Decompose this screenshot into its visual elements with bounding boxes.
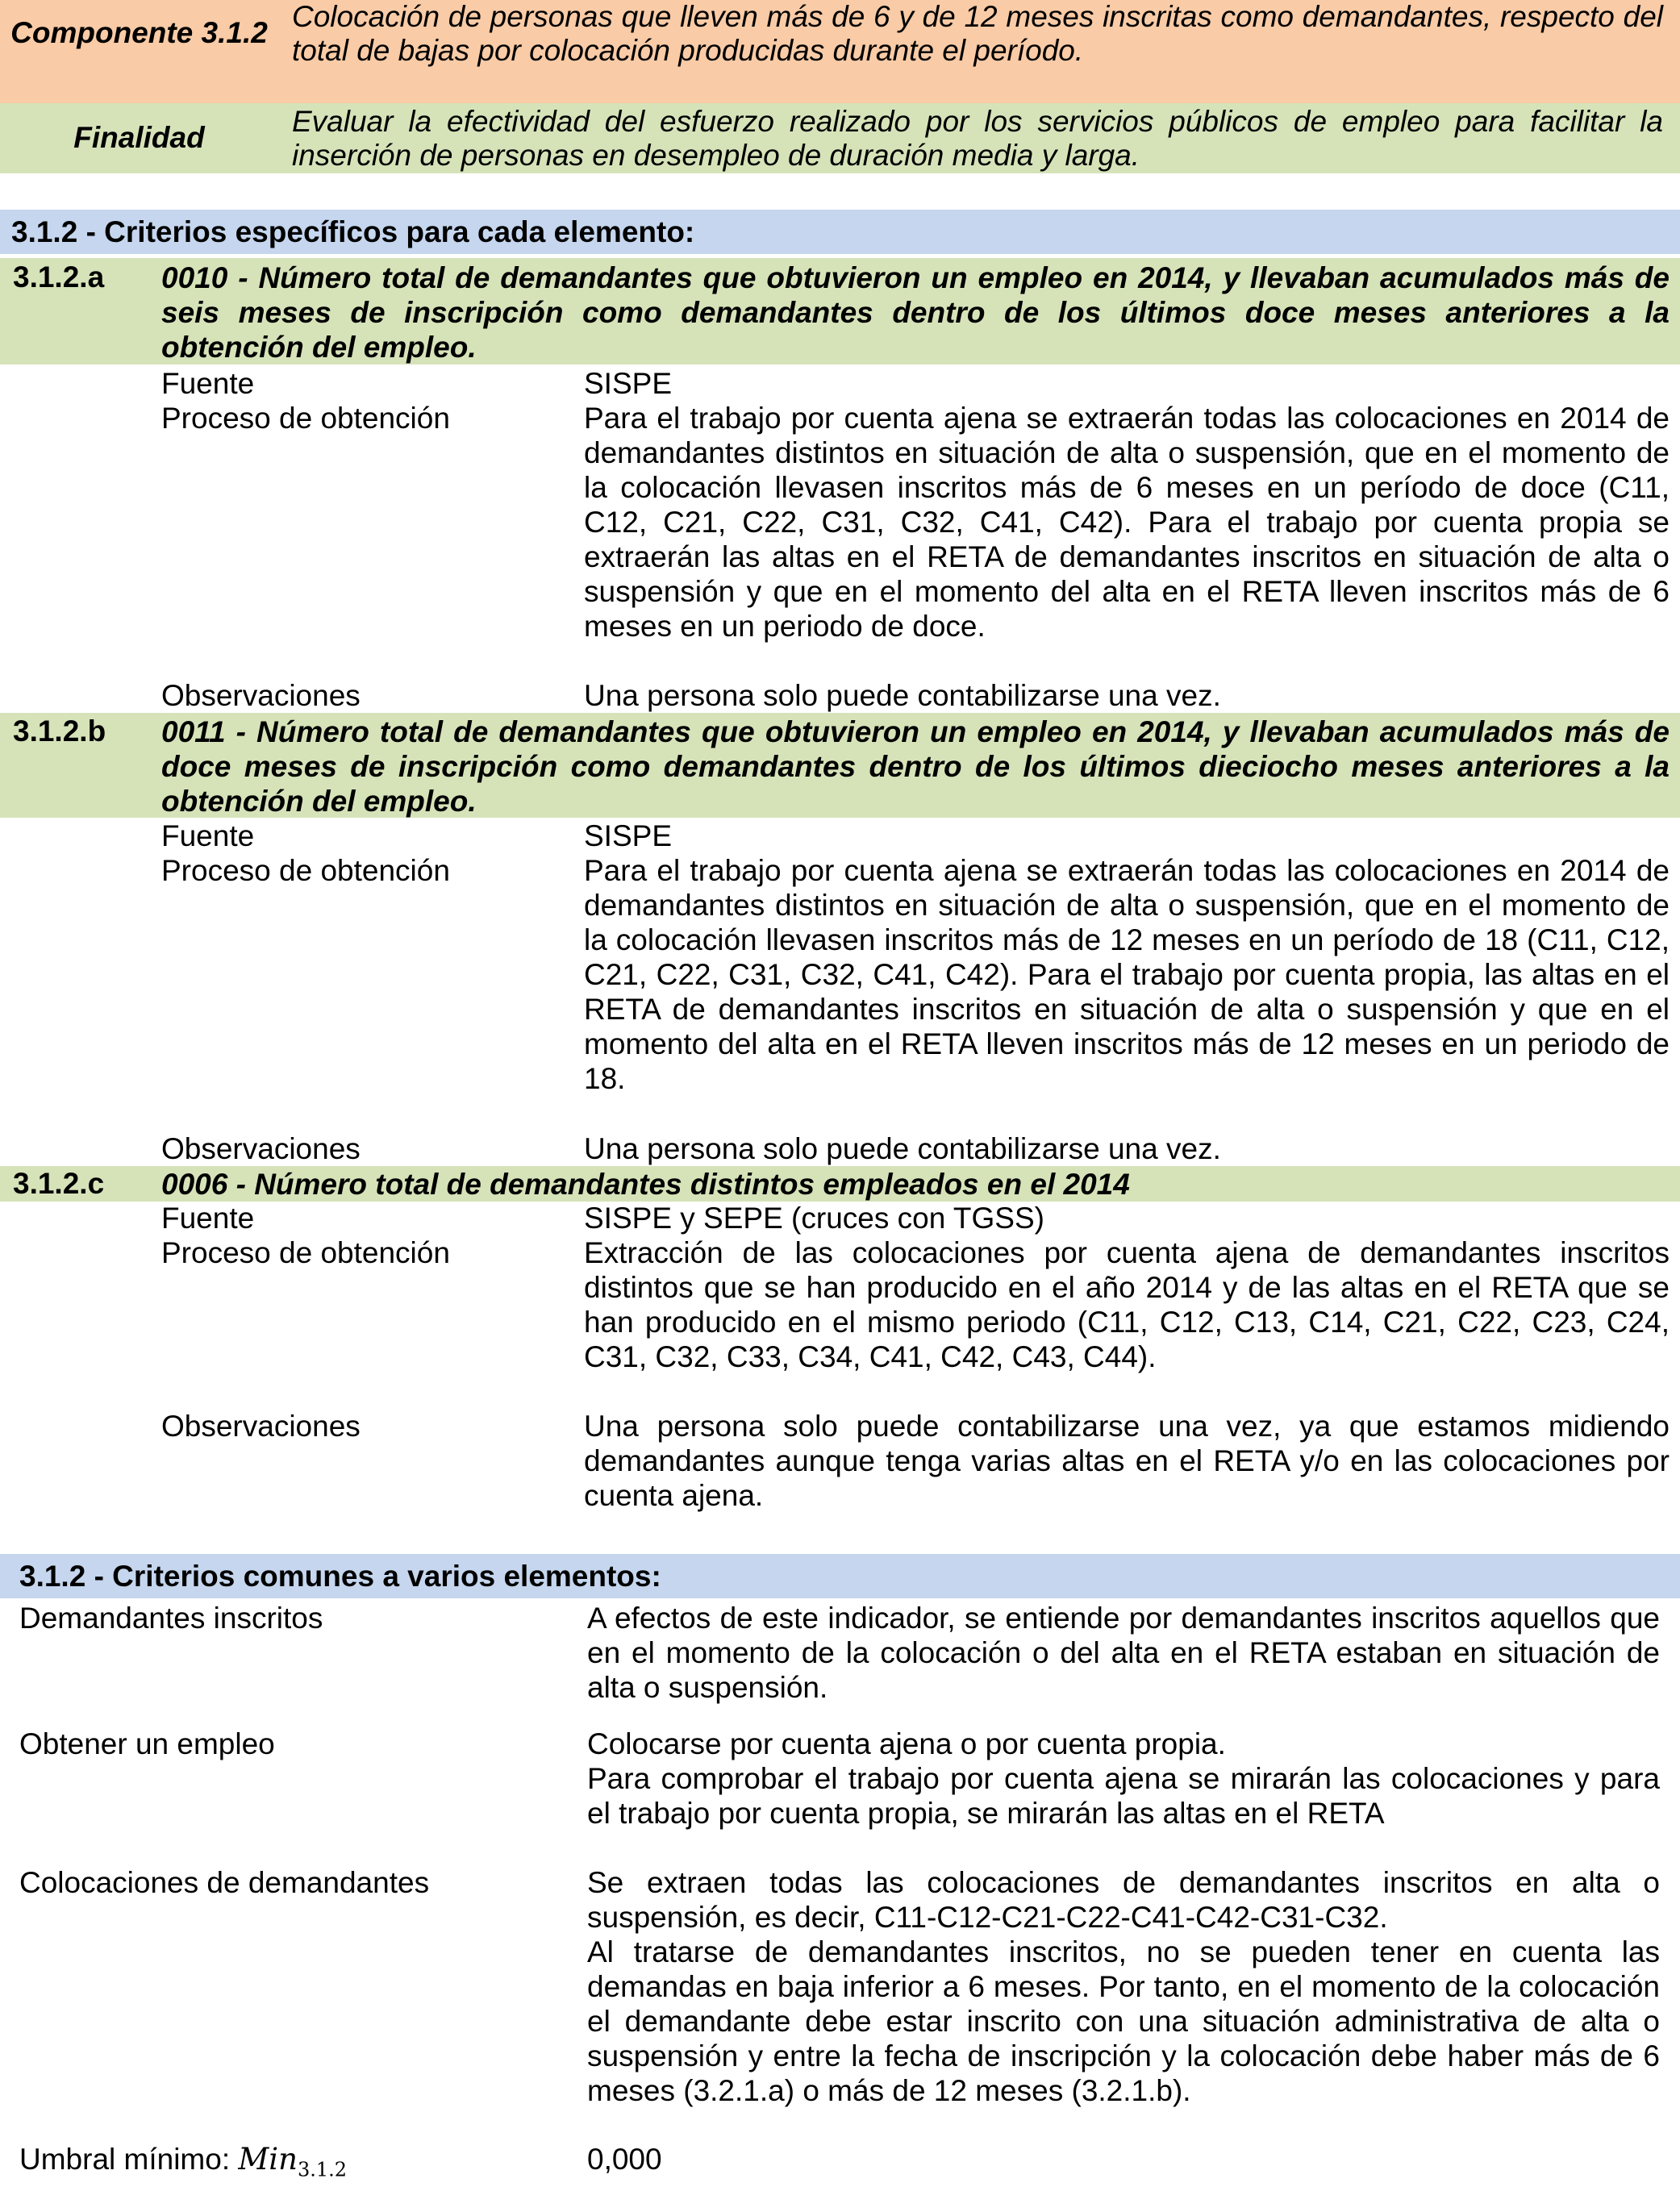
specific-section-title: 3.1.2 - Criterios específicos para cada elemento: [11,215,695,248]
source-label: Fuente [161,367,255,400]
source-value: SISPE y SEPE (cruces con TGSS) [584,1202,1044,1235]
component-text: Colocación de personas que lleven más de 6 y de 12 meses inscritas como demandantes, respecto del total de bajas por colocación producidas durante el período. [292,0,1663,67]
notes-value: Una persona solo puede contabilizarse una vez. [584,1132,1221,1165]
process-value: Para el trabajo por cuenta ajena se extraerán todas las colocaciones en 2014 de demandantes distintos en situación de alta o suspensión, que en el momento de la colocación llevasen inscritos más de 6 meses en un período de doce (C11, C12, C21, C22, C31, C32, C41, C42). Para el trabajo por cuenta propia se extraerán las altas en el RETA de demandantes inscritos en situación de alta o suspensión y que en el momento del alta en el RETA lleven inscritos más de 6 meses en un periodo de doce. [584,402,1670,643]
element-title: 0010 - Número total de demandantes que obtuvieron un empleo en 2014, y llevaban acumulados más de seis meses de inscripción como demandantes dentro de los últimos doce meses anteriores a la obtención del empleo. [161,261,1670,364]
element-header-a [0,258,1680,364]
process-value: Extracción de las colocaciones por cuenta ajena de demandantes inscritos distintos que se han producido en el año 2014 y de las altas en el RETA que se han producido en el mismo periodo (C11, C12, C13, C14, C21, C22, C23, C24, C31, C32, C33, C34, C41, C42, C43, C44). [584,1236,1670,1373]
common-item-label: Demandantes inscritos [19,1602,323,1635]
purpose-text: Evaluar la efectividad del esfuerzo realizado por los servicios públicos de empleo para facilitar la inserción de personas en desempleo de duración media y larga. [292,105,1663,172]
notes-label: Observaciones [161,1132,361,1165]
element-code: 3.1.2.c [13,1167,105,1200]
source-value: SISPE [584,367,672,400]
process-label: Proceso de obtención [161,854,450,887]
threshold-label: Umbral mínimo: Min$_{3.1.2}$ [19,2142,348,2181]
element-title: 0011 - Número total de demandantes que obtuvieron un empleo en 2014, y llevaban acumulados más de doce meses de inscripción como demandantes dentro de los últimos dieciocho meses anteriores a la obtención del empleo. [161,715,1670,818]
process-value: Para el trabajo por cuenta ajena se extraerán todas las colocaciones en 2014 de demandantes distintos en situación de alta o suspensión, que en el momento de la colocación llevasen inscritos más de 12 meses en un período de 18 (C11, C12, C21, C22, C31, C32, C41, C42). Para el trabajo por cuenta propia, las altas en el RETA de demandantes inscritos en situación de alta o suspensión y que en el momento del alta en el RETA lleven inscritos más de 12 meses en un periodo de 18. [584,854,1670,1095]
common-item-value: Se extraen todas las colocaciones de demandantes inscritos en alta o suspensión, es decir, C11-C12-C21-C22-C41-C42-C31-C32. Al tratarse de demandantes inscritos, no se pueden tener en cuenta las demandas en baja inferior a 6 meses. Por tanto, en el momento de la colocación el demandante debe estar inscrito con una situación administrativa de alta o suspensión y entre la fecha de inscripción y la colocación debe haber más de 6 meses (3.2.1.a) o más de 12 meses (3.2.1.b). [587,1866,1660,2107]
notes-value: Una persona solo puede contabilizarse una vez, ya que estamos midiendo demandantes aunque tenga varias altas en el RETA y/o en las colocaciones por cuenta ajena. [584,1410,1670,1512]
process-label: Proceso de obtención [161,1236,450,1269]
component-row [0,0,1680,103]
element-header-b [0,713,1680,818]
common-item-value: Colocarse por cuenta ajena o por cuenta propia. Para comprobar el trabajo por cuenta ajena se mirarán las colocaciones y para el trabajo por cuenta propia, se mirarán las altas en el RETA [587,1727,1660,1830]
common-item-value: A efectos de este indicador, se entiende por demandantes inscritos aquellos que en el momento de la colocación o del alta en el RETA estaban en situación de alta o suspensión. [587,1602,1660,1704]
common-section-title: 3.1.2 - Criterios comunes a varios elementos: [19,1560,661,1593]
notes-value: Una persona solo puede contabilizarse una vez. [584,679,1221,712]
common-item-label: Colocaciones de demandantes [19,1866,430,1899]
threshold-symbol: Min$_{3.1.2}$ [238,2142,348,2181]
purpose-label: Finalidad [73,121,205,154]
component-label: Componente 3.1.2 [10,16,268,49]
common-item-label: Obtener un empleo [19,1727,275,1760]
element-code: 3.1.2.a [13,260,105,294]
element-title: 0006 - Número total de demandantes distintos empleados en el 2014 [161,1168,1130,1201]
threshold-value: 0,000 [587,2143,662,2176]
source-value: SISPE [584,819,672,852]
specific-section-header [0,210,1680,254]
element-code: 3.1.2.b [13,714,106,748]
element-header-c [0,1166,1680,1202]
notes-label: Observaciones [161,679,361,712]
process-label: Proceso de obtención [161,402,450,435]
common-section-header [0,1554,1680,1598]
purpose-row [0,103,1680,173]
notes-label: Observaciones [161,1410,361,1443]
source-label: Fuente [161,819,255,852]
source-label: Fuente [161,1202,255,1235]
